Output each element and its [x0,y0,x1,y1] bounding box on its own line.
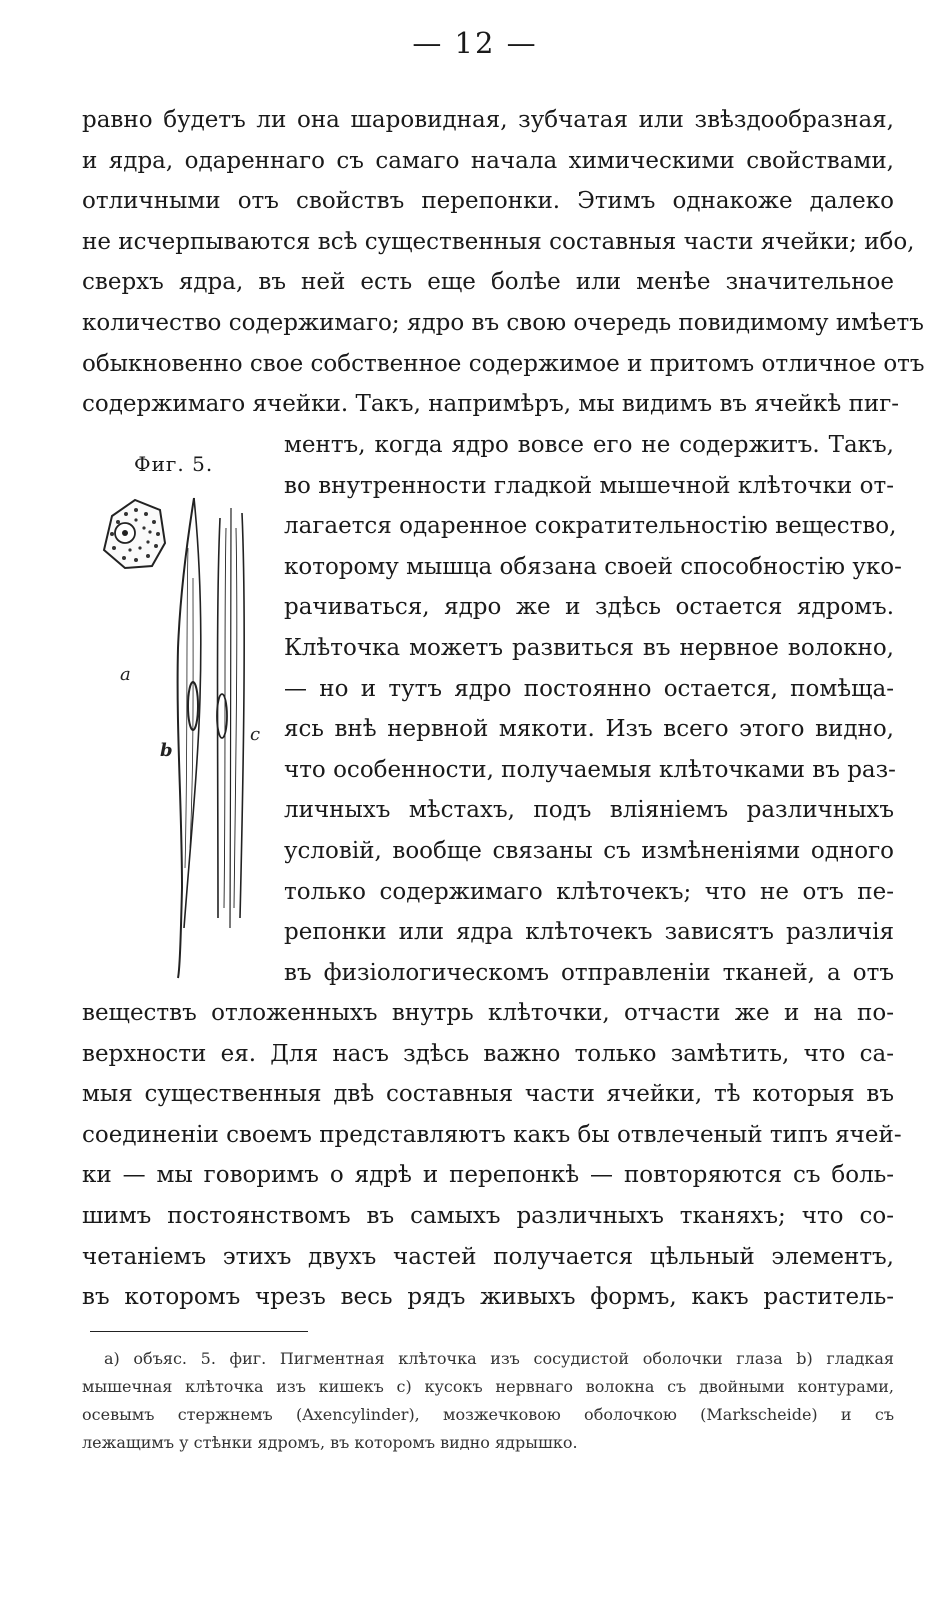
text-line: содержимаго ячейки. Такъ, напримѣръ, мы видимъ въ ячейкѣ пиг- [82,391,900,418]
footnote-line: лежащимъ у стѣнки ядромъ, въ которомъ видно ядрышко. [82,1433,578,1452]
text-line: ясь внѣ нервной мякоти. Изъ всего этого видно, [284,716,894,743]
footnote-line: мышечная клѣточка изъ кишекъ c) кусокъ нервнаго волокна съ двойными контурами, [82,1377,894,1396]
pigment-cell-a [104,500,165,685]
nerve-fibre-c [217,508,260,928]
text-line: которому мышца обязана своей способностію уко- [284,553,902,580]
footnote-line: осевымъ стержнемъ (Axencylinder), мозжечковою оболочкою (Markscheide) и съ [82,1405,894,1424]
muscle-cell-b [160,498,201,978]
text-line: обыкновенно свое собственное содержимое и притомъ отличное отъ [82,350,925,377]
label-a: a [120,664,131,685]
label-b: b [160,740,173,761]
figure-caption: Фиг. 5. [134,452,214,476]
text-line: въ физіологическомъ отправленіи тканей, а отъ [284,959,894,986]
text-line: количество содержимаго; ядро въ свою очередь повидимому имѣетъ [82,310,924,336]
text-line: въ которомъ чрезъ весь рядъ живыхъ формъ, какъ раститель- [82,1284,894,1311]
text-line: рачиваться, ядро же и здѣсь остается ядромъ. [284,594,894,621]
text-line: мыя существенныя двѣ составныя части ячейки, тѣ которыя въ [82,1081,894,1108]
text-line: не исчерпываются всѣ существенныя составныя части ячейки; ибо, [82,228,915,255]
text-line: только содержимаго клѣточекъ; что не отъ пе- [284,878,894,905]
text-line: шимъ постоянствомъ въ самыхъ различныхъ тканяхъ; что со- [82,1203,894,1229]
text-line: четаніемъ этихъ двухъ частей получается цѣльный элементъ, [82,1243,894,1270]
text-line: отличными отъ свойствъ перепонки. Этимъ однакоже далеко [82,188,894,215]
text-line: Клѣточка можетъ развиться въ нервное волокно, [284,635,894,661]
text-line: соединеніи своемъ представляютъ какъ бы отвлеченый типъ ячей- [82,1121,902,1148]
text-line: равно будетъ ли она шаровидная, зубчатая или звѣздообразная, [82,107,894,133]
text-line: условій, вообще связаны съ измѣненіями одного [284,838,894,864]
text-line: что особенности, получаемыя клѣточками въ раз- [284,756,896,783]
text-line: во внутренности гладкой мышечной клѣточки от- [284,472,894,499]
text-line: — но и тутъ ядро постоянно остается, помѣща- [284,675,894,702]
text-line: веществъ отложенныхъ внутрь клѣточки, отчасти же и на по- [82,1000,894,1026]
page-number: — 12 — [412,26,538,60]
text-line: репонки или ядра клѣточекъ зависятъ различія [284,919,894,946]
figure-5-illustration [90,488,270,988]
text-line: верхности ея. Для насъ здѣсь важно только замѣтить, что са- [82,1040,894,1067]
label-c: c [250,724,261,745]
figure-5-drawing [90,488,270,988]
text-line: и ядра, одареннаго съ самаго начала химическими свойствами, [82,147,894,174]
footnote-line: a) объяс. 5. фиг. Пигментная клѣточка изъ сосудистой оболочки глаза b) гладкая [104,1349,894,1368]
text-line: ментъ, когда ядро вовсе его не содержитъ. Такъ, [284,432,894,458]
text-line: лагается одаренное сократительностію вещество, [284,513,897,540]
text-line: сверхъ ядра, въ ней есть еще болѣе или менѣе значительное [82,269,894,296]
text-line: личныхъ мѣстахъ, подъ вліяніемъ различныхъ [284,797,894,824]
footnote-rule [90,1331,308,1332]
text-line: ки — мы говоримъ о ядрѣ и перепонкѣ — повторяются съ боль- [82,1162,894,1189]
